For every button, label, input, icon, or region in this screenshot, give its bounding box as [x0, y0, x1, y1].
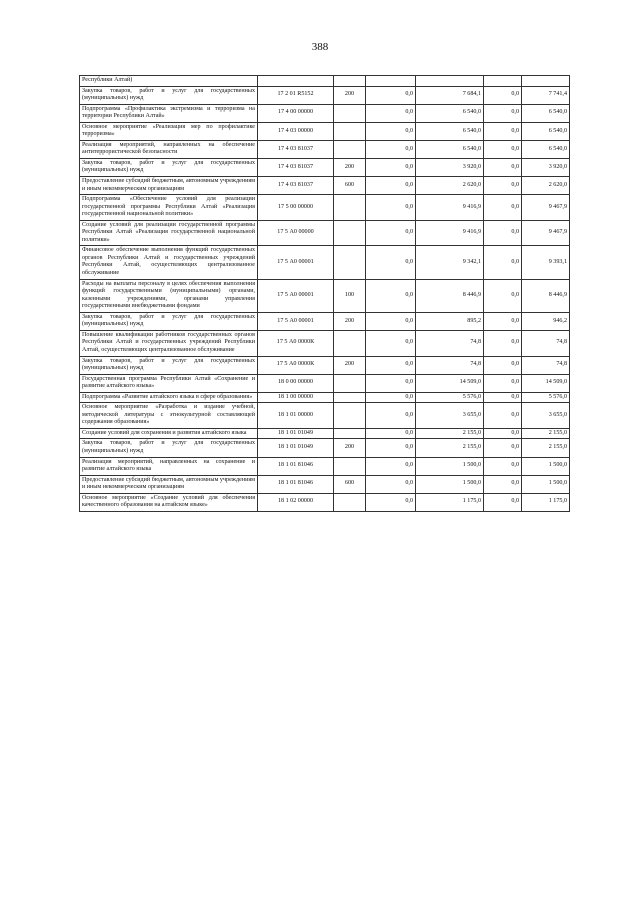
- row-amount-cell: 895,2: [416, 312, 484, 330]
- row-amount-cell: 74,8: [416, 330, 484, 356]
- row-amount-cell: 0,0: [484, 279, 522, 312]
- row-amount-cell: 3 655,0: [522, 403, 570, 429]
- row-amount-cell: 0,0: [484, 439, 522, 457]
- row-amount-cell: 2 620,0: [522, 177, 570, 195]
- row-amount-cell: 2 620,0: [416, 177, 484, 195]
- row-amount-cell: 9 467,9: [522, 195, 570, 221]
- row-amount-cell: 0,0: [484, 177, 522, 195]
- row-amount-cell: 0,0: [366, 439, 416, 457]
- row-code-cell: 17 5 А0 00001: [258, 312, 334, 330]
- row-amount-cell: 2 155,0: [522, 439, 570, 457]
- row-amount-cell: 0,0: [484, 86, 522, 104]
- row-name-cell: Подпрограмма «Развитие алтайского языка в сфере образования»: [80, 392, 258, 403]
- row-expense-type-cell: [334, 140, 366, 158]
- table-row: [80, 158, 570, 176]
- row-name-cell: Реализация мероприятий, направленных на обеспечение антитеррористической безопасности: [80, 140, 258, 158]
- row-amount-cell: 5 576,0: [416, 392, 484, 403]
- row-expense-type-cell: 200: [334, 158, 366, 176]
- row-amount-cell: 0,0: [484, 122, 522, 140]
- row-amount-cell: 6 540,0: [522, 104, 570, 122]
- row-code-cell: 17 5 А0 00001: [258, 246, 334, 279]
- row-code-cell: 18 1 01 81046: [258, 475, 334, 493]
- row-amount-cell: 74,8: [522, 330, 570, 356]
- row-name-cell: Основное мероприятие «Создание условий для обеспечения качественного образования на алтайском языке»: [80, 493, 258, 511]
- row-expense-type-cell: [334, 195, 366, 221]
- row-code-cell: 17 2 01 R5152: [258, 86, 334, 104]
- row-code-cell: 18 1 01 01049: [258, 439, 334, 457]
- table-row: [80, 220, 570, 246]
- row-amount-cell: 2 155,0: [416, 428, 484, 439]
- row-amount-cell: 8 446,9: [416, 279, 484, 312]
- row-code-cell: 18 1 01 01049: [258, 428, 334, 439]
- row-amount-cell: 9 416,9: [416, 195, 484, 221]
- row-code-cell: 18 1 01 00000: [258, 403, 334, 429]
- row-amount-cell: 0,0: [484, 457, 522, 475]
- row-amount-cell: 3 920,0: [522, 158, 570, 176]
- row-expense-type-cell: [334, 457, 366, 475]
- row-amount-cell: 0,0: [366, 312, 416, 330]
- row-expense-type-cell: [334, 330, 366, 356]
- row-amount-cell: 74,8: [416, 356, 484, 374]
- row-amount-cell: 1 500,0: [522, 475, 570, 493]
- row-amount-cell: 14 509,0: [522, 374, 570, 392]
- table-row: [80, 374, 570, 392]
- row-amount-cell: 14 509,0: [416, 374, 484, 392]
- row-amount-cell: 3 920,0: [416, 158, 484, 176]
- row-code-cell: 18 1 01 81046: [258, 457, 334, 475]
- row-amount-cell: [484, 76, 522, 87]
- table-row: [80, 76, 570, 87]
- row-amount-cell: 7 741,4: [522, 86, 570, 104]
- row-code-cell: 17 4 03 81037: [258, 140, 334, 158]
- row-name-cell: Подпрограмма «Профилактика экстремизма и терроризма на территории Республики Алтай»: [80, 104, 258, 122]
- row-name-cell: Основное мероприятие «Разработка и издание учебной, методической литературы с этнокультурной составляющей содержания образования»: [80, 403, 258, 429]
- row-expense-type-cell: [334, 428, 366, 439]
- table-row: [80, 330, 570, 356]
- table-row: [80, 403, 570, 429]
- row-expense-type-cell: [334, 220, 366, 246]
- row-name-cell: Закупка товаров, работ и услуг для государственных (муниципальных) нужд: [80, 439, 258, 457]
- page-number: 388: [311, 41, 329, 53]
- row-code-cell: 17 4 03 00000: [258, 122, 334, 140]
- row-code-cell: 18 1 02 00000: [258, 493, 334, 511]
- table-row: [80, 312, 570, 330]
- row-amount-cell: 0,0: [484, 195, 522, 221]
- row-amount-cell: 0,0: [484, 428, 522, 439]
- table-row: [80, 457, 570, 475]
- row-amount-cell: 2 155,0: [416, 439, 484, 457]
- table-row: [80, 493, 570, 511]
- row-code-cell: 17 4 03 81037: [258, 158, 334, 176]
- row-name-cell: Государственная программа Республики Алтай «Сохранение и развитие алтайского языка»: [80, 374, 258, 392]
- row-amount-cell: 0,0: [484, 374, 522, 392]
- row-amount-cell: 0,0: [366, 475, 416, 493]
- row-code-cell: 17 5 00 00000: [258, 195, 334, 221]
- row-amount-cell: 0,0: [366, 195, 416, 221]
- row-name-cell: Закупка товаров, работ и услуг для государственных (муниципальных) нужд: [80, 356, 258, 374]
- row-amount-cell: 3 655,0: [416, 403, 484, 429]
- row-amount-cell: [416, 76, 484, 87]
- row-amount-cell: 1 500,0: [416, 457, 484, 475]
- row-amount-cell: 8 446,9: [522, 279, 570, 312]
- row-name-cell: Создание условий для сохранения и развития алтайского языка: [80, 428, 258, 439]
- row-code-cell: 18 0 00 00000: [258, 374, 334, 392]
- table-row: [80, 122, 570, 140]
- row-name-cell: Закупка товаров, работ и услуг для государственных (муниципальных) нужд: [80, 158, 258, 176]
- table-row: [80, 177, 570, 195]
- row-amount-cell: 1 500,0: [416, 475, 484, 493]
- row-amount-cell: 0,0: [484, 493, 522, 511]
- row-amount-cell: 0,0: [484, 246, 522, 279]
- row-amount-cell: 0,0: [366, 140, 416, 158]
- row-amount-cell: 5 576,0: [522, 392, 570, 403]
- table-row: [80, 356, 570, 374]
- row-name-cell: Основное мероприятие «Реализация мер по профилактике терроризма»: [80, 122, 258, 140]
- row-amount-cell: 1 175,0: [416, 493, 484, 511]
- row-amount-cell: 6 540,0: [416, 122, 484, 140]
- row-amount-cell: 0,0: [366, 428, 416, 439]
- row-amount-cell: 9 342,1: [416, 246, 484, 279]
- table-row: [80, 475, 570, 493]
- row-amount-cell: 6 540,0: [416, 104, 484, 122]
- row-amount-cell: 0,0: [366, 330, 416, 356]
- table-row: [80, 392, 570, 403]
- row-expense-type-cell: 600: [334, 177, 366, 195]
- row-expense-type-cell: 200: [334, 356, 366, 374]
- row-expense-type-cell: [334, 493, 366, 511]
- row-name-cell: Финансовое обеспечение выполнения функций государственных органов Республики Алтай и государственных учреждений Республики Алтай, осуществляющих централизованное обслуживание: [80, 246, 258, 279]
- row-name-cell: Закупка товаров, работ и услуг для государственных (муниципальных) нужд: [80, 86, 258, 104]
- row-name-cell: Реализация мероприятий, направленных на сохранение и развитие алтайского языка: [80, 457, 258, 475]
- row-name-cell: Республики Алтай): [80, 76, 258, 87]
- row-amount-cell: 0,0: [484, 403, 522, 429]
- row-expense-type-cell: [334, 76, 366, 87]
- row-expense-type-cell: [334, 392, 366, 403]
- table-row: [80, 428, 570, 439]
- row-expense-type-cell: [334, 374, 366, 392]
- row-amount-cell: 0,0: [366, 392, 416, 403]
- row-amount-cell: 6 540,0: [522, 140, 570, 158]
- row-name-cell: Предоставление субсидий бюджетным, автономным учреждениям и иным некоммерческим организациям: [80, 177, 258, 195]
- row-expense-type-cell: 600: [334, 475, 366, 493]
- row-amount-cell: 0,0: [484, 220, 522, 246]
- row-amount-cell: 0,0: [484, 330, 522, 356]
- row-expense-type-cell: 200: [334, 312, 366, 330]
- row-expense-type-cell: 100: [334, 279, 366, 312]
- row-amount-cell: 0,0: [366, 158, 416, 176]
- table-row: [80, 439, 570, 457]
- row-amount-cell: [522, 76, 570, 87]
- row-amount-cell: 9 467,9: [522, 220, 570, 246]
- row-amount-cell: 0,0: [366, 279, 416, 312]
- budget-table: [79, 75, 570, 512]
- row-amount-cell: 0,0: [366, 246, 416, 279]
- table-row: [80, 195, 570, 221]
- row-expense-type-cell: [334, 403, 366, 429]
- row-amount-cell: [366, 76, 416, 87]
- table-row: [80, 246, 570, 279]
- row-amount-cell: 0,0: [484, 140, 522, 158]
- row-code-cell: 18 1 00 00000: [258, 392, 334, 403]
- row-name-cell: Закупка товаров, работ и услуг для государственных (муниципальных) нужд: [80, 312, 258, 330]
- row-amount-cell: 0,0: [484, 158, 522, 176]
- row-amount-cell: 0,0: [366, 403, 416, 429]
- table-row: [80, 104, 570, 122]
- row-amount-cell: 1 500,0: [522, 457, 570, 475]
- row-expense-type-cell: [334, 104, 366, 122]
- table-body: [80, 76, 570, 512]
- row-amount-cell: 9 393,1: [522, 246, 570, 279]
- row-amount-cell: 0,0: [484, 312, 522, 330]
- row-amount-cell: 6 540,0: [522, 122, 570, 140]
- table-row: [80, 86, 570, 104]
- row-name-cell: Создание условий для реализации государственной программы Республики Алтай «Реализация государственной национальной политики»: [80, 220, 258, 246]
- row-expense-type-cell: [334, 122, 366, 140]
- row-amount-cell: 0,0: [484, 392, 522, 403]
- row-amount-cell: 0,0: [366, 177, 416, 195]
- row-amount-cell: 0,0: [366, 493, 416, 511]
- row-name-cell: Расходы на выплаты персоналу в целях обеспечения выполнения функций государственными (муниципальными) органами, казенными учреждениями, органами управления государственными внебюджетными фондами: [80, 279, 258, 312]
- row-amount-cell: 0,0: [366, 220, 416, 246]
- row-code-cell: 17 5 А0 0000К: [258, 356, 334, 374]
- row-amount-cell: 7 684,1: [416, 86, 484, 104]
- row-code-cell: 17 5 А0 00000: [258, 220, 334, 246]
- row-amount-cell: 9 416,9: [416, 220, 484, 246]
- row-amount-cell: 0,0: [366, 356, 416, 374]
- row-amount-cell: 0,0: [484, 475, 522, 493]
- row-amount-cell: 6 540,0: [416, 140, 484, 158]
- row-amount-cell: 0,0: [366, 86, 416, 104]
- row-amount-cell: 0,0: [484, 104, 522, 122]
- row-amount-cell: 0,0: [366, 374, 416, 392]
- row-name-cell: Подпрограмма «Обеспечение условий для реализации государственной программы Республики Алтай «Реализация государственной национальной политики»: [80, 195, 258, 221]
- row-amount-cell: 1 175,0: [522, 493, 570, 511]
- row-code-cell: 17 4 03 81037: [258, 177, 334, 195]
- row-expense-type-cell: 200: [334, 439, 366, 457]
- row-amount-cell: 2 155,0: [522, 428, 570, 439]
- row-amount-cell: 0,0: [366, 104, 416, 122]
- row-expense-type-cell: 200: [334, 86, 366, 104]
- row-amount-cell: 946,2: [522, 312, 570, 330]
- row-name-cell: Повышение квалификации работников государственных органов Республики Алтай и государственных учреждений Республики Алтай, осуществляющих централизованное обслуживание: [80, 330, 258, 356]
- row-name-cell: Предоставление субсидий бюджетным, автономным учреждениям и иным некоммерческим организациям: [80, 475, 258, 493]
- row-amount-cell: 0,0: [366, 457, 416, 475]
- row-code-cell: 17 5 А0 0000К: [258, 330, 334, 356]
- row-amount-cell: 74,8: [522, 356, 570, 374]
- row-amount-cell: 0,0: [484, 356, 522, 374]
- table-row: [80, 279, 570, 312]
- row-code-cell: 17 4 00 00000: [258, 104, 334, 122]
- row-code-cell: [258, 76, 334, 87]
- row-code-cell: 17 5 А0 00001: [258, 279, 334, 312]
- row-expense-type-cell: [334, 246, 366, 279]
- table-row: [80, 140, 570, 158]
- row-amount-cell: 0,0: [366, 122, 416, 140]
